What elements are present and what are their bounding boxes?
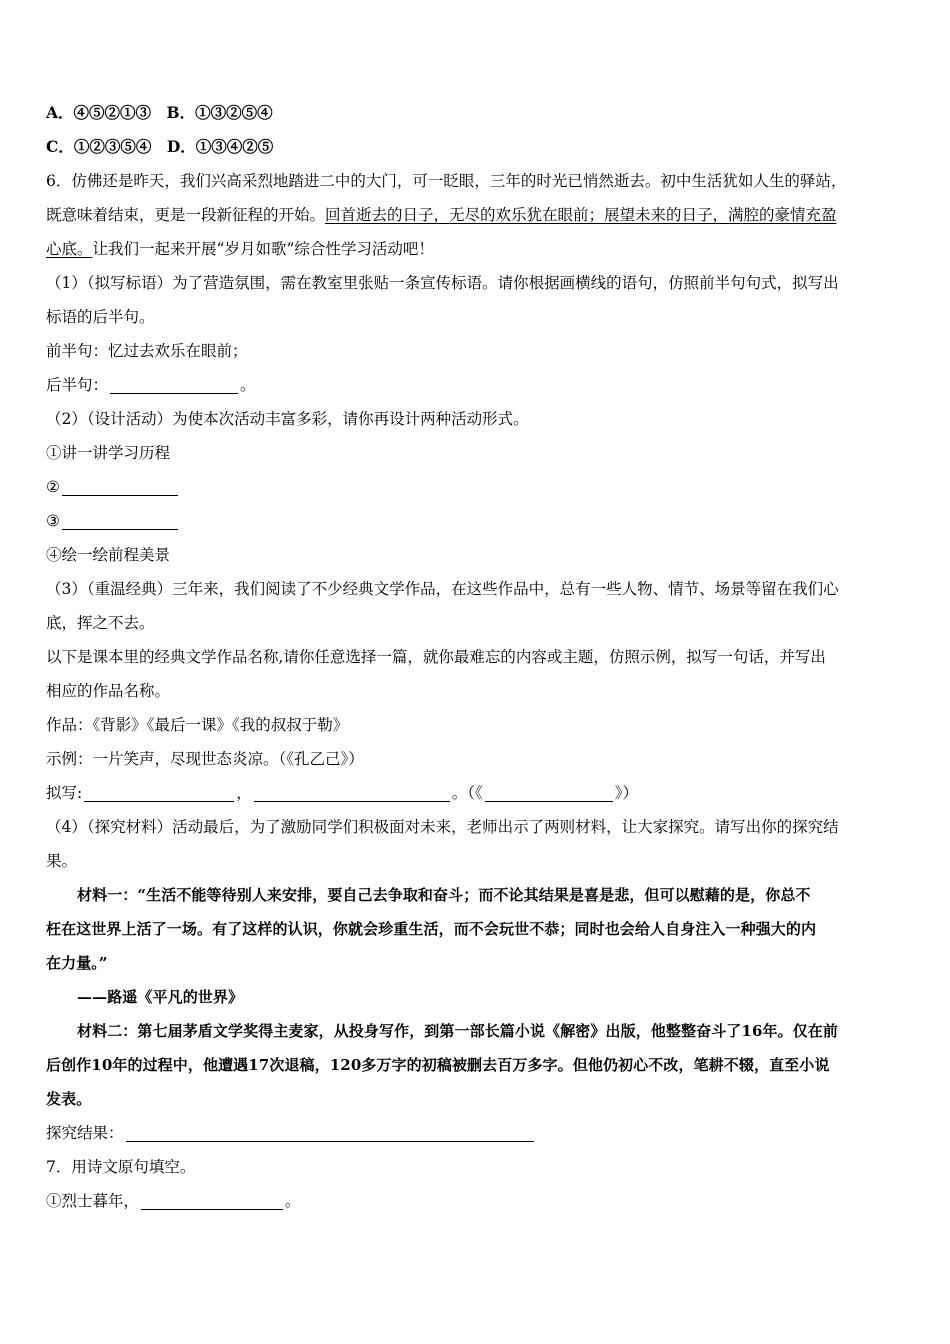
material-1-source: ——路遥《平凡的世界》 [77, 988, 244, 1006]
q6-part3-line4: 相应的作品名称。 [46, 682, 171, 700]
q6-intro-invite: 让我们一起来开展“岁月如歌”综合性学习活动吧！ [92, 240, 434, 258]
draft-label: 拟写: [46, 784, 83, 802]
q5-options-line2: C．①②③⑤④ D．①③④②⑤ [46, 137, 274, 156]
back-half-label: 后半句： [46, 376, 109, 394]
front-half-slogan: 前半句：忆过去欢乐在眼前； [46, 342, 248, 360]
activity-2-label: ② [46, 478, 60, 496]
back-half-slogan [46, 368, 908, 402]
q6-part2: （2）（设计活动）为使本次活动丰富多彩，请你再设计两种活动形式。 [46, 410, 529, 428]
draft-close: 。（《 [451, 784, 483, 802]
activity-3 [46, 504, 908, 538]
result-blank[interactable] [126, 1121, 534, 1142]
activity-3-blank[interactable] [62, 509, 178, 530]
draft-line [46, 776, 908, 810]
q6-intro-line2 [46, 198, 908, 232]
book-close: 》） [614, 784, 639, 802]
activity-1: ①讲一讲学习历程 [46, 444, 171, 462]
q6-part3-line3: 以下是课本里的经典文学作品名称,请你任意选择一篇，就你最难忘的内容或主题，仿照示例，拟写一句话，并写出 [46, 648, 826, 666]
back-half-period: 。 [240, 376, 256, 394]
activity-2-blank[interactable] [62, 475, 178, 496]
exam-page [46, 96, 908, 1218]
q6-intro-text: 既意味着结束，更是一段新征程的开始。 [46, 206, 326, 224]
q7-item-1 [46, 1184, 908, 1218]
activity-3-label: ③ [46, 512, 60, 530]
q6-part4-line1: （4）（探究材料）活动最后，为了激励同学们积极面对未来，老师出示了两则材料，让大家探究。请写出你的探究结 [46, 818, 839, 836]
example-sentence: 示例：一片笑声，尽现世态炎凉。（《孔乙己》） [46, 750, 364, 768]
material-1-line2: 枉在这世界上活了一场。有了这样的认识，你就会珍重生活，而不会玩世不恭；同时也会给人自身注入一种强大的内 [46, 920, 817, 938]
q6-part3-line1: （3）（重温经典）三年来，我们阅读了不少经典文学作品，在这些作品中，总有一些人物、情节、场景等留在我们心 [46, 580, 839, 598]
material-1-line1: 材料一：“生活不能等待别人来安排，要自己去争取和奋斗；而不论其结果是喜是悲，但可以慰藉的是，你总不 [77, 886, 811, 904]
q5-options-line1: A．④⑤②①③ B．①③②⑤④ [46, 103, 273, 122]
q6-underlined-sentence-end: 心底。 [46, 240, 93, 258]
works-list: 作品：《背影》《最后一课》《我的叔叔于勒》 [46, 716, 349, 734]
q6-intro-line3 [46, 232, 908, 266]
q7-item-1-end: 。 [285, 1192, 301, 1210]
q7-item-1-blank[interactable] [141, 1189, 283, 1210]
book-title-blank[interactable] [485, 781, 613, 802]
q7-item-1-label: ①烈士暮年， [46, 1192, 140, 1210]
q6-intro-line1: 6．仿佛还是昨天，我们兴高采烈地踏进二中的大门，可一眨眼，三年的时光已悄然逝去。初中生活犹如人生的驿站， [46, 172, 847, 190]
material-2-line1: 材料二：第七届茅盾文学奖得主麦家，从投身写作，到第一部长篇小说《解密》出版，他整整奋斗了16年。仅在前 [77, 1022, 838, 1040]
back-half-blank[interactable] [110, 373, 238, 394]
activity-4: ④绘一绘前程美景 [46, 546, 171, 564]
material-1-line3: 在力量。” [46, 954, 108, 972]
draft-blank-1[interactable] [84, 781, 234, 802]
activity-2 [46, 470, 908, 504]
result-label: 探究结果： [46, 1124, 124, 1142]
q7-title: 7．用诗文原句填空。 [46, 1158, 196, 1176]
material-2-line2: 后创作10年的过程中，他遭遇17次退稿，120多万字的初稿被删去百万多字。但他仍初心不改，笔耕不辍，直至小说 [46, 1056, 830, 1074]
result-line [46, 1116, 908, 1150]
draft-comma: ， [236, 784, 252, 802]
q6-part3-line2: 底，挥之不去。 [46, 614, 155, 632]
q6-part4-line2: 果。 [46, 852, 78, 870]
q6-part1-line1: （1）（拟写标语）为了营造氛围，需在教室里张贴一条宣传标语。请你根据画横线的语句，仿照前半句句式，拟写出 [46, 274, 839, 292]
q6-part1-line2: 标语的后半句。 [46, 308, 155, 326]
draft-blank-2[interactable] [254, 781, 450, 802]
material-2-line3: 发表。 [46, 1090, 92, 1108]
q6-underlined-sentence: 回首逝去的日子，无尽的欢乐犹在眼前；展望未来的日子，满腔的豪情充盈 [325, 206, 837, 224]
